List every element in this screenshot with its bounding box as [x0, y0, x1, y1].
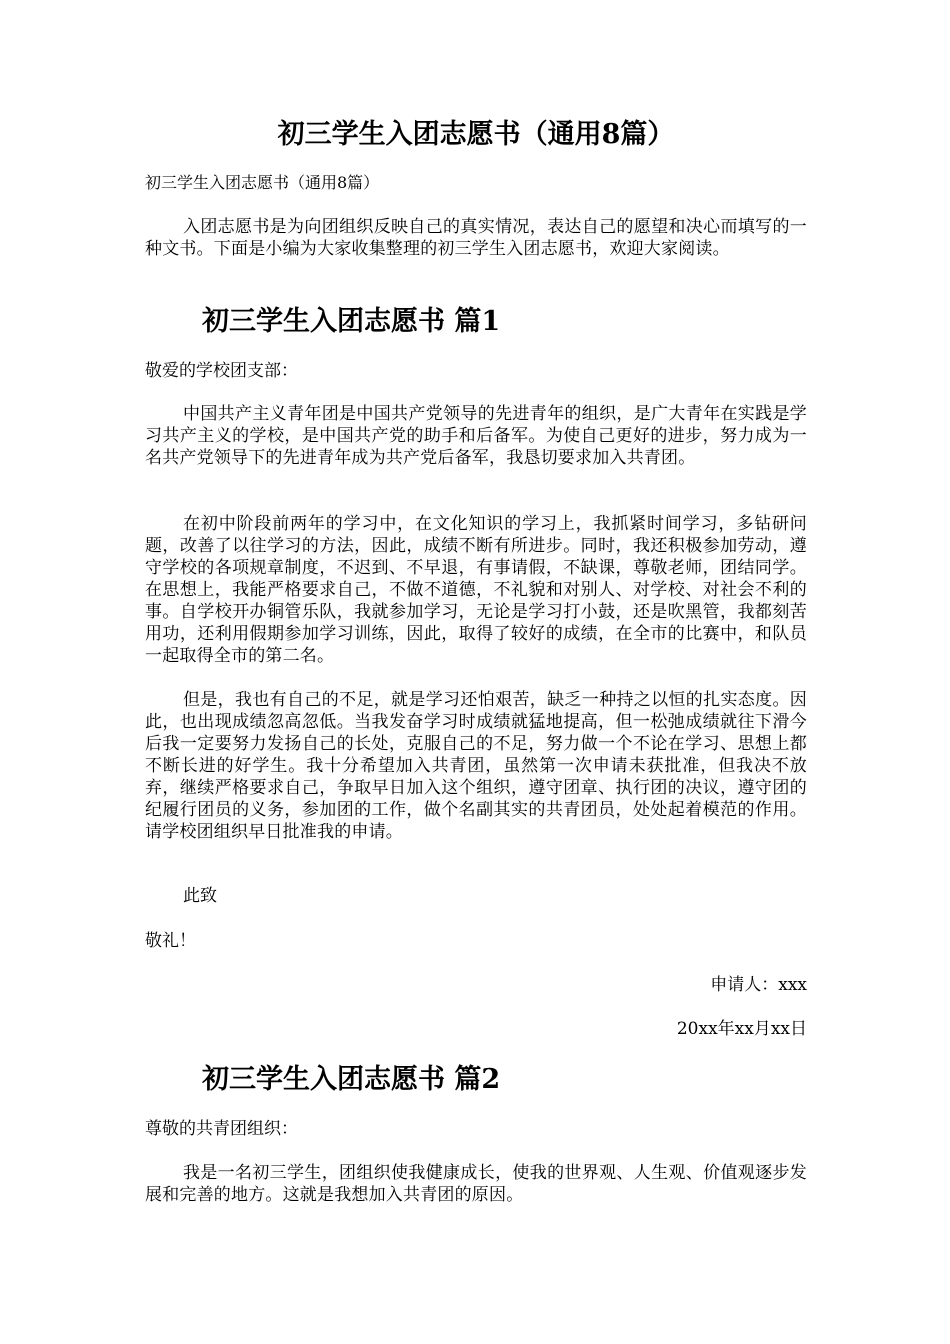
- section-1-salutation: 敬爱的学校团支部：: [145, 361, 298, 381]
- section-1-paragraph-3: 但是，我也有自己的不足，就是学习还怕艰苦，缺乏一种持之以恒的扎实态度。因此，也出现成绩忽高忽低。当我发奋学习时成绩就猛地提高，但一松弛成绩就往下滑今后我一定要努力发扬自己的长处，克服自己的不足，努力做一个不论在学习、思想上都不断长进的好学生。我十分希望加入共青团，虽然第一次申请未获批准，但我决不放弃，继续严格要求自己，争取早日加入这个组织，遵守团章、执行团的决议，遵守团的纪履行团员的义务，参加团的工作，做个名副其实的共青团员，处处起着模范的作用。请学校团组织早日批准我的申请。: [145, 690, 807, 842]
- application-date: 20xx年xx月xx日: [676, 1019, 807, 1039]
- closing-salute: 此致: [183, 886, 217, 906]
- section-1-paragraph-1: 中国共产主义青年团是中国共产党领导的先进青年的组织，是广大青年在实践是学习共产主义的学校，是中国共产党的助手和后备军。为使自己更好的进步，努力成为一名共产党领导下的先进青年成为共产党后备军，我恳切要求加入共青团。: [145, 404, 807, 468]
- applicant-signature: 申请人：xxx: [710, 975, 807, 995]
- document-subtitle: 初三学生入团志愿书（通用8篇）: [145, 173, 380, 192]
- section-2-paragraph-1: 我是一名初三学生，团组织使我健康成长，使我的世界观、人生观、价值观逐步发展和完善的地方。这就是我想加入共青团的原因。: [145, 1163, 807, 1205]
- section-1-heading: 初三学生入团志愿书 篇1: [202, 306, 501, 337]
- section-2-salutation: 尊敬的共青团组织：: [145, 1119, 298, 1139]
- section-1-paragraph-2: 在初中阶段前两年的学习中，在文化知识的学习上，我抓紧时间学习，多钻研问题，改善了以往学习的方法，因此，成绩不断有所进步。同时，我还积极参加劳动，遵守学校的各项规章制度，不迟到、不早退，有事请假，不缺课，尊敬老师，团结同学。在思想上，我能严格要求自己，不做不道德，不礼貌和对别人、对学校、对社会不利的事。自学校开办铜管乐队，我就参加学习，无论是学习打小鼓，还是吹黑管，我都刻苦用功，还利用假期参加学习训练，因此，取得了较好的成绩，在全市的比赛中，和队员一起取得全市的第二名。: [145, 514, 807, 666]
- closing-respect: 敬礼！: [145, 931, 196, 951]
- document-title: 初三学生入团志愿书（通用8篇）: [277, 119, 675, 150]
- section-2-heading: 初三学生入团志愿书 篇2: [202, 1064, 501, 1095]
- intro-paragraph: 入团志愿书是为向团组织反映自己的真实情况，表达自己的愿望和决心而填写的一种文书。下面是小编为大家收集整理的初三学生入团志愿书，欢迎大家阅读。: [145, 217, 807, 259]
